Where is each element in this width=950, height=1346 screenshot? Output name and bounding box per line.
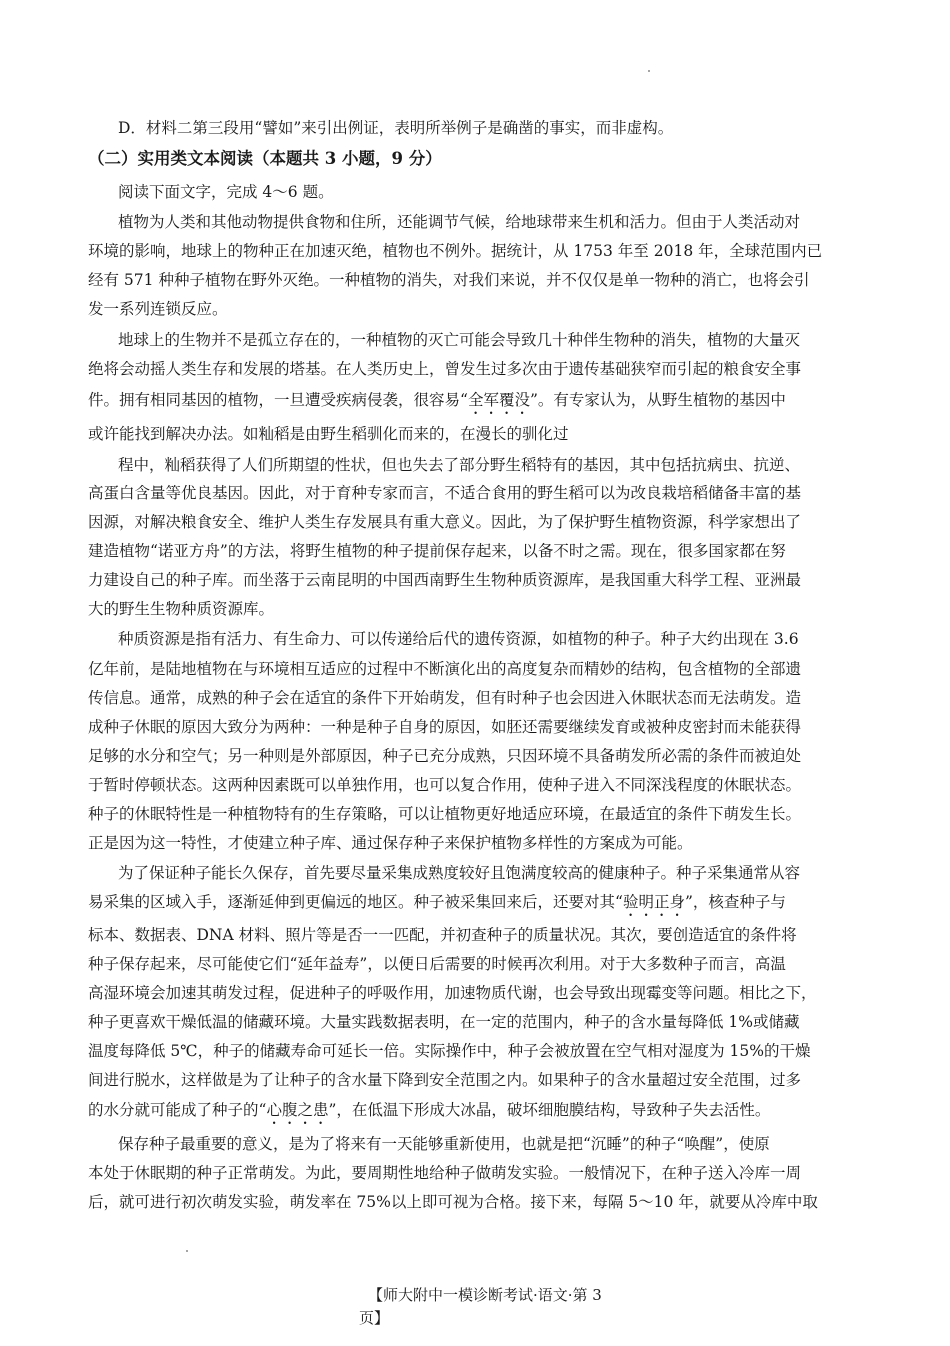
text-segment: 易采集的区域入手，逐渐延伸到更偏远的地区。种子被采集回来后，还要对其“ — [88, 893, 623, 911]
text-line: 种质资源是指有活力、有生命力、可以传递给后代的遗传资源，如植物的种子。种子大约出现在 3.6 — [118, 630, 799, 648]
text-segment: ”。有专家认为，从野生植物的基因中 — [529, 391, 786, 409]
text-segment: ”，在低温下形成大冰晶，破坏细胞膜结构，导致种子失去活性。 — [328, 1101, 771, 1119]
section-heading: （二）实用类文本阅读（本题共 3 小题，9 分） — [88, 149, 442, 168]
text-line: 种子的休眠特性是一种植物特有的生存策略，可以让植物更好地适应环境，在最适宜的条件下萌发生长。 — [88, 805, 802, 823]
text-segment: ”，核查种子与 — [684, 893, 786, 911]
text-line: 植物为人类和其他动物提供食物和住所，还能调节气候，给地球带来生机和活力。但由于人类活动对 — [118, 213, 801, 231]
text-line: 力建设自己的种子库。而坐落于云南昆明的中国西南野生生物种质资源库，是我国重大科学工程、亚洲最 — [88, 571, 802, 589]
text-line: 地球上的生物并不是孤立存在的，一种植物的灭亡可能会导致几十种伴生物种的消失，植物的大量灭 — [118, 331, 801, 349]
text-line: 间进行脱水，这样做是为了让种子的含水量下降到安全范围之内。如果种子的含水量超过安全范围，过多 — [88, 1071, 802, 1089]
text-segment: 的水分就可能成了种子的“ — [88, 1101, 267, 1119]
text-line — [88, 892, 786, 920]
text-line: 经有 571 种种子植物在野外灭绝。一种植物的消失，对我们来说，并不仅仅是单一物种的消亡，也将会引 — [88, 271, 810, 289]
text-line: 正是因为这一特性，才使建立种子库、通过保存种子来保护植物多样性的方案成为可能。 — [88, 834, 693, 852]
text-line: 高蛋白含量等优良基因。因此，对于育种专家而言，不适合食用的野生稻可以为改良栽培稻储备丰富的基 — [88, 484, 802, 502]
emphasized-phrase: 验明正身 — [622, 893, 685, 911]
text-line: 足够的水分和空气；另一种则是外部原因，种子已充分成熟，只因环境不具备萌发所必需的条件而被迫处 — [88, 747, 802, 765]
text-line: 种子更喜欢干燥低温的储藏环境。大量实践数据表明，在一定的范围内，种子的含水量每降低 1%或储藏 — [88, 1013, 800, 1031]
text-line — [88, 1100, 770, 1128]
page-footer: 【师大附中一模诊断考试·语文·第 3 — [368, 1286, 602, 1304]
text-line: 亿年前，是陆地植物在与环境相互适应的过程中不断演化出的高度复杂而精妙的结构，包含植物的全部遗 — [88, 660, 802, 678]
text-segment: 件。拥有相同基因的植物，一旦遭受疾病侵袭，很容易“ — [88, 391, 468, 409]
text-line: 大的野生生物种质资源库。 — [88, 600, 275, 618]
text-line: 种子保存起来，尽可能使它们“延年益寿”，以便日后需要的时候再次利用。对于大多数种子而言，高温 — [88, 955, 786, 973]
text-line: 标本、数据表、DNA 材料、照片等是否一一匹配，并初查种子的质量状况。其次，要创造适宜的条件将 — [88, 926, 797, 944]
text-line: 环境的影响，地球上的物种正在加速灭绝，植物也不例外。据统计，从 1753 年至 2018 年，全球范围内已 — [88, 242, 823, 260]
page-footer: 页】 — [359, 1309, 390, 1327]
text-line: 保存种子最重要的意义，是为了将来有一天能够重新使用，也就是把“沉睡”的种子“唤醒”，使原 — [118, 1135, 770, 1153]
text-line: 高湿环境会加速其萌发过程，促进种子的呼吸作用，加速物质代谢，也会导致出现霉变等问题。相比之下， — [88, 984, 817, 1002]
emphasized-phrase: 全军覆没 — [467, 391, 530, 409]
scan-speck — [648, 70, 650, 72]
text-line: 成种子休眠的原因大致分为两种：一种是种子自身的原因，如胚还需要继续发育或被种皮密封而未能获得 — [88, 718, 802, 736]
text-line: 后，就可进行初次萌发实验，萌发率在 75%以上即可视为合格。接下来，每隔 5～10 年，就要从冷库中取 — [88, 1193, 818, 1211]
text-line: 发一系列连锁反应。 — [88, 300, 228, 318]
text-line: 因源，对解决粮食安全、维护人类生存发展具有重大意义。因此，为了保护野生植物资源，科学家想出了 — [88, 513, 802, 531]
text-line: 本处于休眠期的种子正常萌发。为此，要周期性地给种子做萌发实验。一般情况下，在种子送入冷库一周 — [88, 1164, 802, 1182]
text-line: 温度每降低 5℃，种子的储藏寿命可延长一倍。实际操作中，种子会被放置在空气相对湿度为 15%的干燥 — [88, 1042, 811, 1060]
text-line: 程中，籼稻获得了人们所期望的性状，但也失去了部分野生稻特有的基因，其中包括抗病虫、抗逆、 — [118, 456, 801, 474]
text-line: 传信息。通常，成熟的种子会在适宜的条件下开始萌发，但有时种子也会因进入休眠状态而无法萌发。造 — [88, 689, 802, 707]
emphasized-phrase: 心腹之患 — [266, 1101, 329, 1119]
text-line: 为了保证种子能长久保存，首先要尽量采集成熟度较好且饱满度较高的健康种子。种子采集通常从容 — [118, 864, 801, 882]
text-line: D．材料二第三段用“譬如”来引出例证，表明所举例子是确凿的事实，而非虚构。 — [118, 119, 674, 137]
text-line: 阅读下面文字，完成 4～6 题。 — [118, 183, 334, 201]
text-line: 于暂时停顿状态。这两种因素既可以单独作用，也可以复合作用，使种子进入不同深浅程度的休眠状态。 — [88, 776, 802, 794]
text-line: 或许能找到解决办法。如籼稻是由野生稻驯化而来的，在漫长的驯化过 — [88, 425, 569, 443]
text-line — [88, 390, 786, 418]
text-line: 建造植物“诺亚方舟”的方法，将野生植物的种子提前保存起来，以备不时之需。现在，很多国家都在努 — [88, 542, 786, 560]
scan-speck — [186, 1250, 188, 1252]
text-line: 绝将会动摇人类生存和发展的塔基。在人类历史上，曾发生过多次由于遗传基础狭窄而引起的粮食安全事 — [88, 360, 802, 378]
